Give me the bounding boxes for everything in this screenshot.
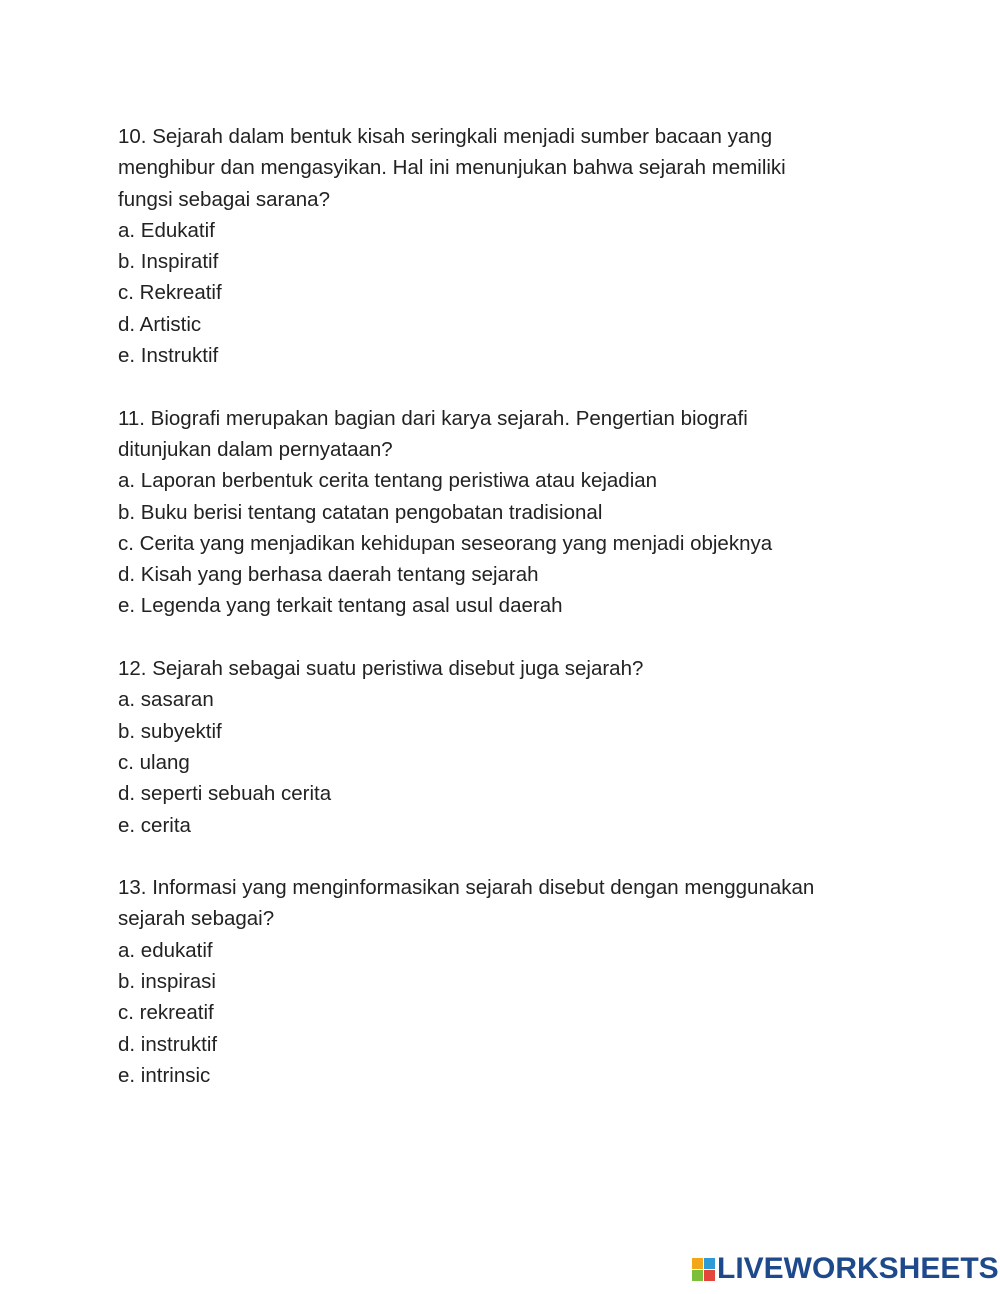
option-a: a. sasaran [118,688,214,712]
question-12 [118,653,898,841]
option-b: b. Buku berisi tentang catatan pengobatan tradisional [118,500,603,524]
option-a: a. Edukatif [118,218,215,242]
question-11 [118,403,898,622]
question-text-line: 10. Sejarah dalam bentuk kisah seringkali menjadi sumber bacaan yang [118,125,773,148]
option-d: d. Kisah yang berhasa daerah tentang sejarah [118,563,539,587]
question-text-line: fungsi sebagai sarana? [118,187,330,211]
question-text-line: menghibur dan mengasyikan. Hal ini menunjukan bahwa sejarah memiliki [118,156,786,180]
question-13 [118,872,898,1091]
option-d: d. Artistic [118,312,202,336]
worksheet [118,121,898,1123]
option-e: e. cerita [118,813,191,837]
option-c: c. ulang [118,750,190,774]
liveworksheets-logo [692,1253,999,1285]
option-c: c. Cerita yang menjadikan kehidupan seseorang yang menjadi objeknya [118,531,773,555]
option-e: e. intrinsic [118,1063,211,1087]
logo-text: LIVEWORKSHEETS [717,1252,999,1285]
question-text-line: 13. Informasi yang menginformasikan sejarah disebut dengan menggunakan [118,876,815,900]
option-c: c. rekreatif [118,1001,214,1025]
option-a: a. edukatif [118,938,213,962]
option-b: b. Inspiratif [118,250,219,274]
option-e: e. Legenda yang terkait tentang asal usul daerah [118,594,563,618]
question-text-line: sejarah sebagai? [118,907,275,931]
option-a: a. Laporan berbentuk cerita tentang peristiwa atau kejadian [118,469,658,493]
option-b: b. subyektif [118,719,222,743]
question-text-line: ditunjukan dalam pernyataan? [118,437,393,461]
question-10 [118,121,898,371]
question-text-line: 12. Sejarah sebagai suatu peristiwa disebut juga sejarah? [118,657,644,681]
logo-blocks-icon [692,1258,715,1281]
option-c: c. Rekreatif [118,281,222,305]
option-d: d. seperti sebuah cerita [118,782,332,806]
option-b: b. inspirasi [118,970,216,994]
option-e: e. Instruktif [118,344,219,368]
option-d: d. instruktif [118,1032,218,1056]
question-text-line: 11. Biografi merupakan bagian dari karya sejarah. Pengertian biografi [118,406,748,430]
